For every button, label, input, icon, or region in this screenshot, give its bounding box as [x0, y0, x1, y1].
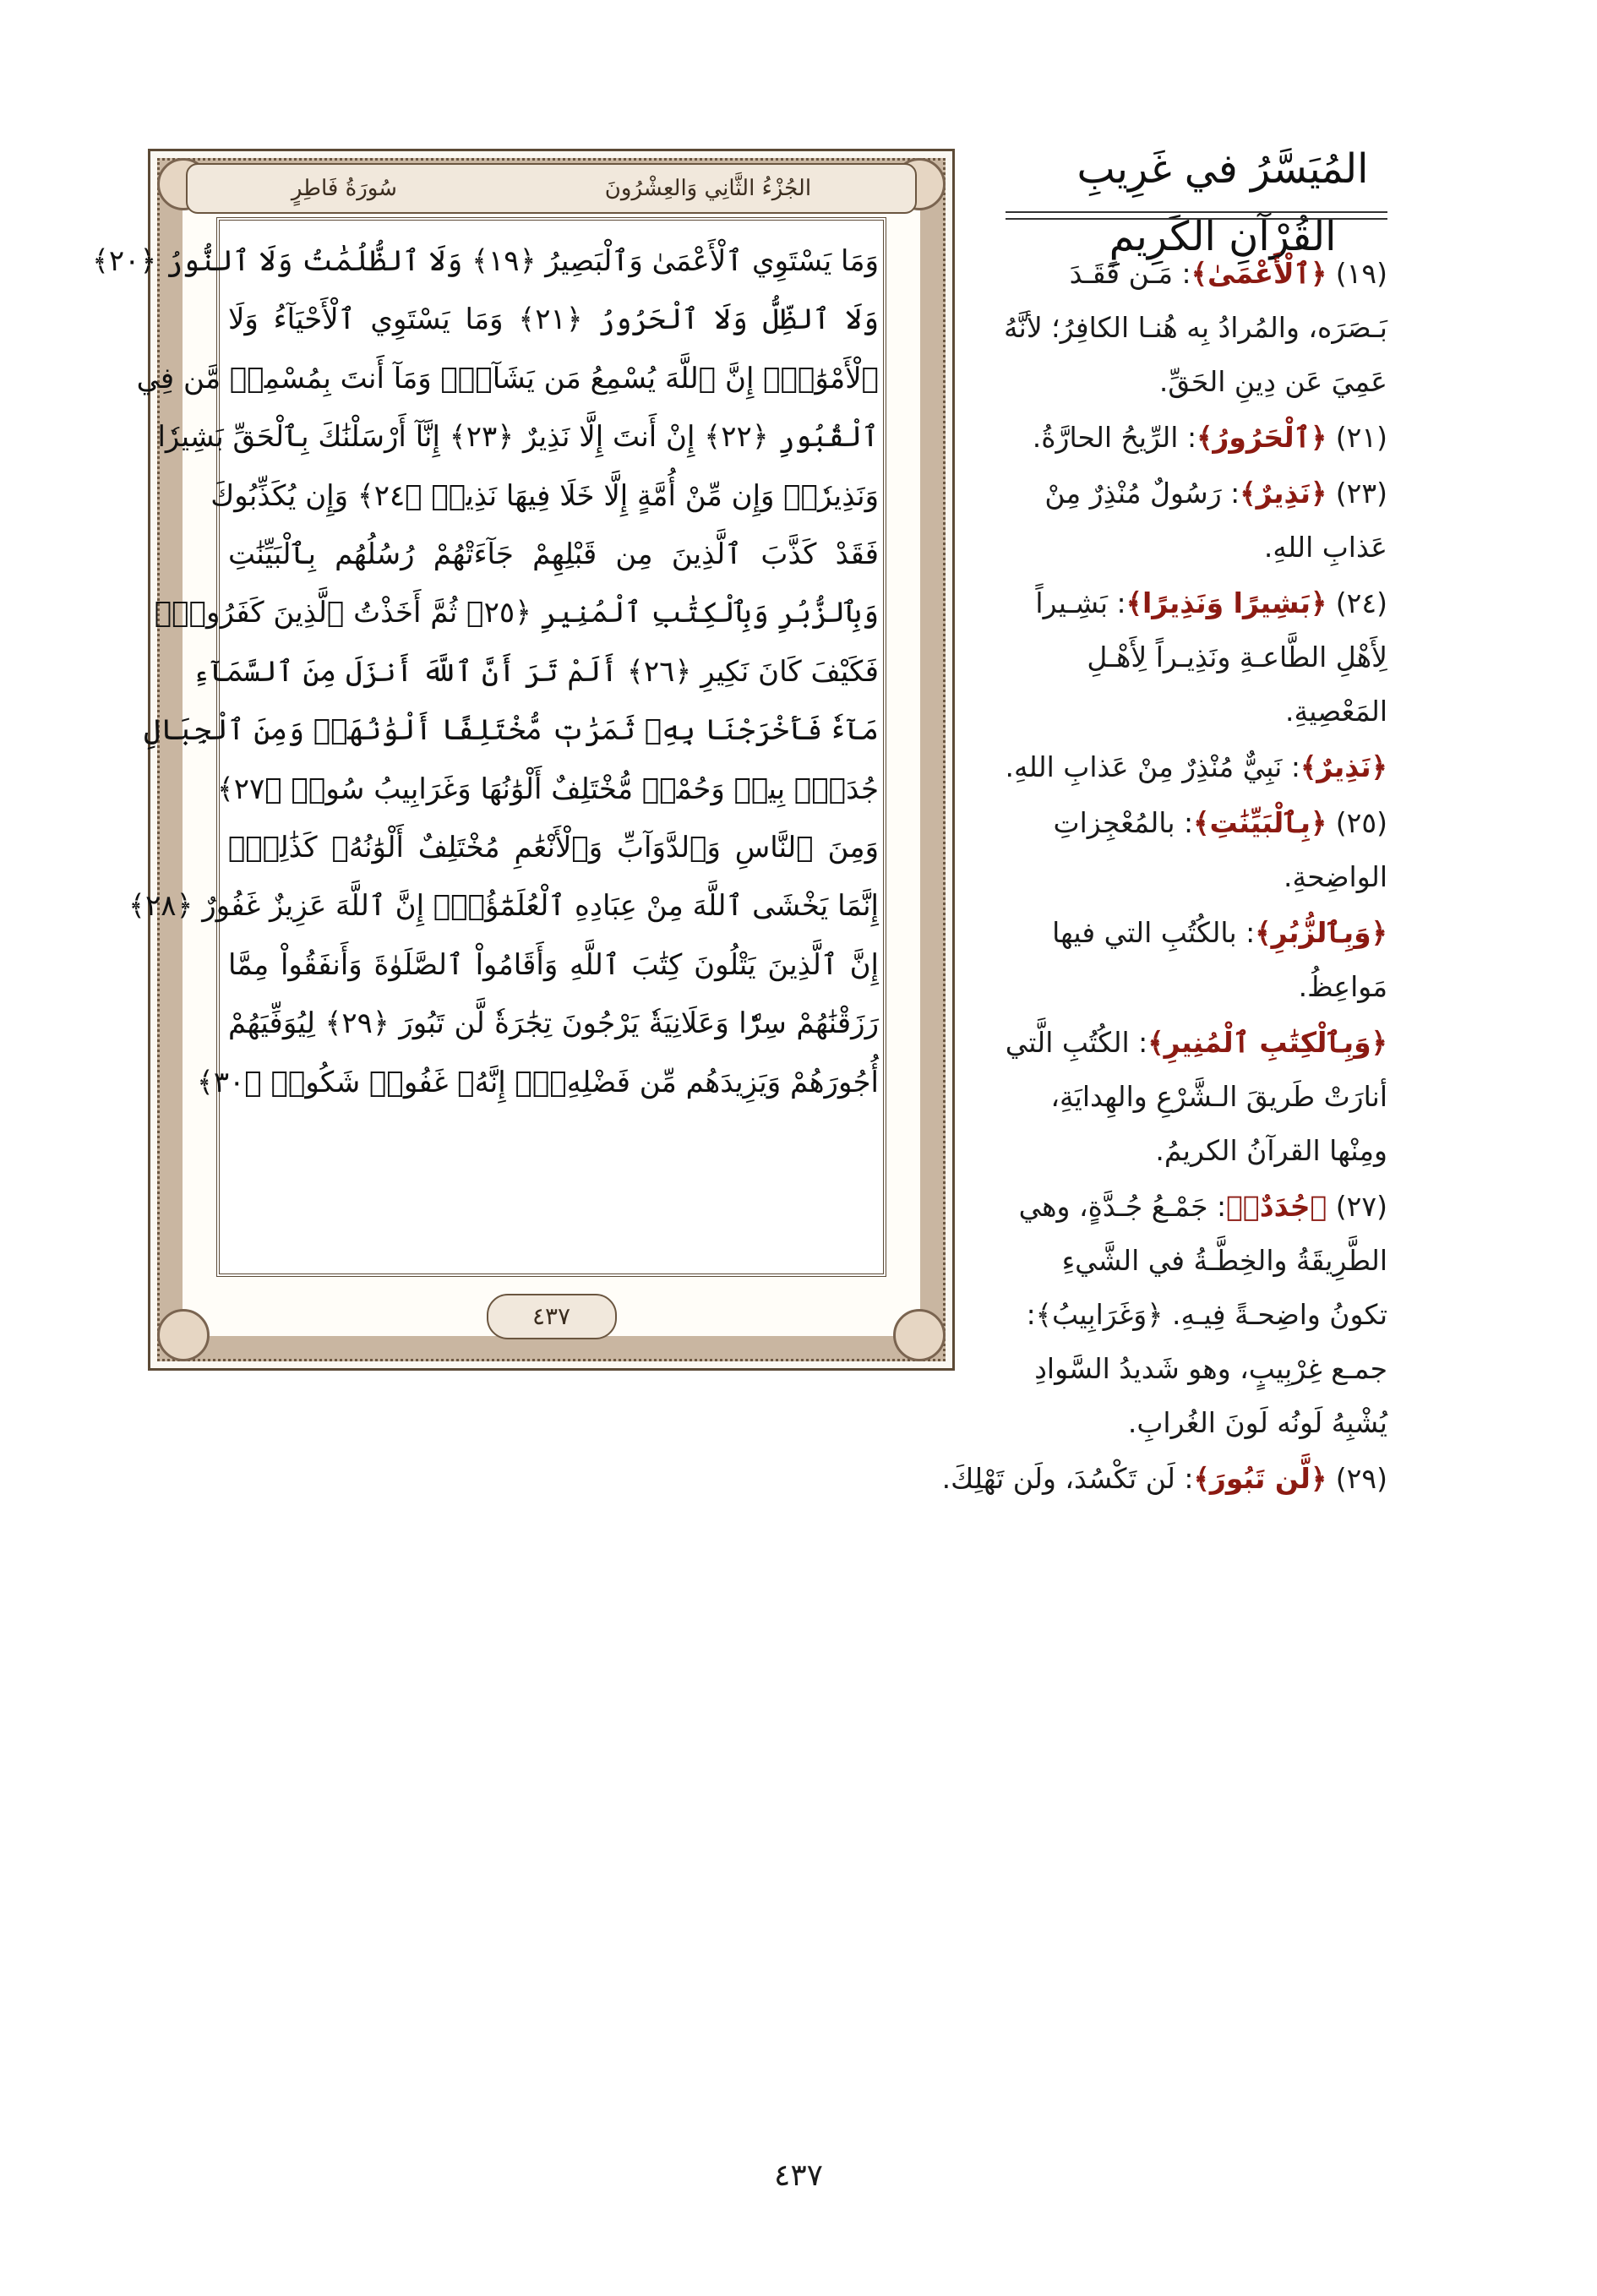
juz-label: الجُزْءُ الثَّانِي وَالعِشْرُونَ [604, 176, 812, 201]
glossary-keyword: ﴿لَّن تَبُورَ﴾ [1193, 1462, 1327, 1495]
quran-line: وَبِٱلزُّبُرِ وَبِٱلْكِتَٰبِ ٱلْمُنِيرِ ﴿٢٥﴾ ثُمَّ أَخَذْتُ ٱلَّذِينَ كَفَرُواْۖ [154, 596, 879, 630]
glossary-definition: : الرِّيحُ الحارَّةُ. [1032, 421, 1197, 454]
glossary-keyword: ﴿ٱلْحَرُورُ﴾ [1196, 421, 1327, 454]
quran-line: وَمِنَ ٱلنَّاسِ وَٱلدَّوَآبِّ وَٱلْأَنْعَٰمِ مُخْتَلِفٌ أَلْوَٰنُهُۥ كَذَٰلِكَۗ [228, 831, 879, 865]
glossary-entry [1003, 1180, 1387, 1450]
glossary-keyword: ﴿بِٱلْبَيِّنَٰتِ﴾ [1193, 806, 1327, 839]
glossary-keyword: ﴿جُدَدٌۢ﴾ [1226, 1190, 1327, 1223]
corner-ornament-icon [157, 1309, 210, 1361]
title-rule [1006, 211, 1387, 220]
mushaf-page [91, 149, 955, 1371]
quran-line: مَآءٗ فَأَخْرَجْنَا بِهِۦ ثَمَرَٰتٖ مُّخْتَلِفًا أَلْوَٰنُهَاۚ وَمِنَ ٱلْجِبَالِ [143, 713, 879, 748]
quran-line: أُجُورَهُمْ وَيَزِيدَهُم مِّن فَضْلِهِۦٓۚ إِنَّهُۥ غَفُورٞ شَكُورٞ ﴿٣٠﴾ [196, 1065, 879, 1099]
verse-number: (٢١) [1327, 421, 1387, 454]
surah-label: سُورَةُ فَاطِرٍ [291, 176, 397, 201]
glossary-entry [1003, 906, 1387, 1014]
mushaf-header [186, 163, 917, 214]
quran-line: ٱلْأَمْوَٰتُۚ إِنَّ ٱللَّهَ يُسْمِعُ مَن يَشَآءُۖ وَمَآ أَنتَ بِمُسْمِعٖ مَّن فِي [136, 361, 879, 395]
quran-line: وَمَا يَسْتَوِي ٱلْأَعْمَىٰ وَٱلْبَصِيرُ ﴿١٩﴾ وَلَا ٱلظُّلُمَٰتُ وَلَا ٱلنُّورُ ﴿٢٠﴾ [91, 244, 879, 278]
glossary-keyword: ﴿نَذِيرٌ﴾ [1300, 750, 1387, 783]
quran-line: وَلَا ٱلظِّلُّ وَلَا ٱلْحَرُورُ ﴿٢١﴾ وَمَا يَسْتَوِي ٱلْأَحْيَآءُ وَلَا [228, 303, 879, 337]
glossary-definition: : الكُتُبِ الَّتي أنارَتْ طَريقَ الـشَّرْعِ والهِدايَةِ، ومِنْها القرآنُ الكريمُ. [1005, 1026, 1387, 1167]
glossary-entry [1003, 576, 1387, 739]
glossary-definition: : بالمُعْجِزاتِ الواضِحةِ. [1053, 806, 1387, 893]
glossary-entry [1003, 796, 1387, 904]
verse-number: (٢٥) [1327, 806, 1387, 839]
quran-line: ٱلْقُبُورِ ﴿٢٢﴾ إِنْ أَنتَ إِلَّا نَذِيرٌ ﴿٢٣﴾ إِنَّآ أَرْسَلْنَٰكَ بِٱلْحَقِّ بَشِيرٗا [157, 420, 879, 455]
quran-line: فَكَيْفَ كَانَ نَكِيرِ ﴿٢٦﴾ أَلَمْ تَرَ أَنَّ ٱللَّهَ أَنزَلَ مِنَ ٱلسَّمَآءِ [193, 654, 879, 689]
glossary-entry [1003, 247, 1387, 409]
glossary-definition: : بالكُتُبِ التي فيها مَواعِظُ. [1052, 916, 1387, 1003]
glossary-entry [1003, 1016, 1387, 1178]
verse-number: (٢٣) [1327, 477, 1387, 510]
quran-line: وَنَذِيرٗاۚ وَإِن مِّنْ أُمَّةٍ إِلَّا خَلَا فِيهَا نَذِيرٞ ﴿٢٤﴾ وَإِن يُكَذِّبُوكَ [210, 478, 879, 513]
glossary-keyword: ﴿بَشِيرًا وَنَذِيرًا﴾ [1126, 586, 1327, 619]
glossary-keyword: ﴿وَبِٱلزُّبُرِ﴾ [1255, 916, 1387, 949]
verse-number: (٢٧) [1327, 1190, 1387, 1223]
quran-line: فَقَدْ كَذَّبَ ٱلَّذِينَ مِن قَبْلِهِمْ جَآءَتْهُمْ رُسُلُهُم بِٱلْبَيِّنَٰتِ [228, 537, 879, 572]
verse-number: (٢٤) [1327, 586, 1387, 619]
glossary-entry [1003, 740, 1387, 794]
glossary-entry [1003, 466, 1387, 575]
glossary-definition: : مَـن فَقَـدَ بَـصَرَه، والمُرادُ بِه هُنـا الكافِرُ؛ لأنَّهُ عَمِيَ عَن دِينِ الحَقِّ. [1003, 257, 1387, 398]
glossary-keyword: ﴿ٱلْأَعْمَىٰ﴾ [1191, 257, 1327, 290]
glossary-definition: : لَن تَكْسُدَ، ولَن تَهْلِكَ. [941, 1462, 1194, 1495]
glossary-keyword: ﴿نَذِيرٌ﴾ [1240, 477, 1327, 510]
quran-line: جُدَدُۢ بِيضٞ وَحُمْرٞ مُّخْتَلِفٌ أَلْوَٰنُهَا وَغَرَابِيبُ سُودٞ ﴿٢٧﴾ [216, 772, 879, 806]
glossary-definition: : رَسُولٌ مُنْذِرٌ مِنْ عَذابِ اللهِ. [1044, 477, 1387, 564]
glossary-entry [1003, 411, 1387, 465]
verse-number: (٢٩) [1327, 1462, 1387, 1495]
glossary-definition: : جَمْـعُ جُـدَّةٍ، وهي الطَّرِيقَةُ والخِطَّـةُ في الشَّيءِ تكونُ واضِحـةً فِيـهِ. ﴿وَغَرَابِيبُ﴾: جمـع غِرْبِيبٍ، وهو شَديدُ السَّوادِ يُشْبِهُ لَونُه لَونَ الغُرابِ. [1018, 1190, 1387, 1439]
glossary-keyword: ﴿وَبِٱلْكِتَٰبِ ٱلْمُنِيرِ﴾ [1147, 1026, 1387, 1059]
verse-number: (١٩) [1327, 257, 1387, 290]
quran-line: إِنَّمَا يَخْشَى ٱللَّهَ مِنْ عِبَادِهِ ٱلْعُلَمَٰٓؤُاْۗ إِنَّ ٱللَّهَ عَزِيزٌ غَفُورٌ ﴿٢٨﴾ [128, 889, 879, 924]
glossary-definition: : بَشِـيراً لِأَهْلِ الطَّاعـةِ ونَذِيـراً لِأَهْـلِ المَعْصِيةِ. [1035, 586, 1387, 728]
glossary-entry [807, 1452, 1387, 1506]
corner-ornament-icon [893, 1309, 946, 1361]
quran-text [91, 232, 879, 1112]
book-title: المُيَسَّرُ في غَرِيبِ القُرْآنِ الكَرِيمِ [1076, 145, 1369, 260]
mushaf-page-number: ٤٣٧ [487, 1294, 617, 1339]
quran-line: رَزَقْنَٰهُمْ سِرّٗا وَعَلَانِيَةٗ يَرْجُونَ تِجَٰرَةٗ لَّن تَبُورَ ﴿٢٩﴾ لِيُوَفِّيَهُمْ [228, 1006, 879, 1041]
glossary-definition: : نَبِيٌّ مُنْذِرٌ مِنْ عَذابِ اللهِ. [1005, 750, 1300, 783]
quran-line: إِنَّ ٱلَّذِينَ يَتْلُونَ كِتَٰبَ ٱللَّهِ وَأَقَامُواْ ٱلصَّلَوٰةَ وَأَنفَقُواْ مِمَّا [228, 947, 879, 982]
footer-page-number: ٤٣٧ [773, 2158, 823, 2193]
